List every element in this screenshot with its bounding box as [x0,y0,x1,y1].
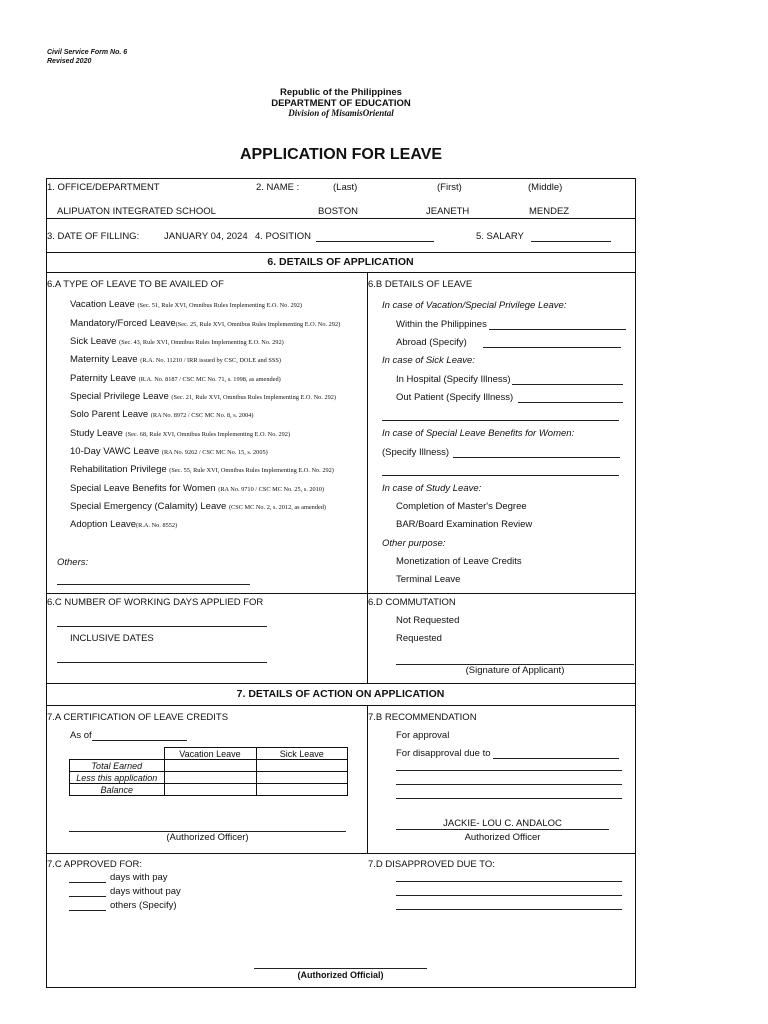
section-7d-title: 7.D DISAPPROVED DUE TO: [368,859,495,870]
column-divider [367,272,368,683]
inclusive-dates-field[interactable] [57,662,267,663]
date-field[interactable]: JANUARY 04, 2024 [164,231,248,242]
working-days-field[interactable] [57,626,267,627]
form-number: Civil Service Form No. 6 [47,49,128,56]
leave-option[interactable]: Special Leave Benefits for Women (RA No. 9710 / CSC MC No. 25, s. 2010) [70,483,325,494]
section-6b-title: 6.B DETAILS OF LEAVE [368,279,473,290]
total-earned-sick-cell[interactable] [256,760,348,772]
col-vacation-header: Vacation Leave [164,748,256,760]
leave-option[interactable]: Study Leave (Sec. 68, Rule XVI, Omnibus Rules Implementing E.O. No. 292) [70,428,291,439]
divider [46,705,635,706]
salary-field[interactable] [531,241,611,242]
for-disapproval-option[interactable]: For disapproval due to [396,748,491,759]
recommending-officer-name: JACKIE- LOU C. ANDALOC [443,818,562,829]
row-label: Total Earned [70,760,165,772]
women-extra-field[interactable] [382,475,619,476]
leave-option[interactable]: Rehabilitation Privilege (Sec. 55, Rule XVI, Omnibus Rules Implementing E.O. No. 292) [70,464,334,475]
applicant-signature-label: (Signature of Applicant) [465,665,565,676]
salary-label: 5. SALARY [476,231,524,242]
disapproval-reason-line[interactable] [396,770,622,771]
section-7-title: 7. DETAILS OF ACTION ON APPLICATION [236,688,445,700]
section-7b-title: 7.B RECOMMENDATION [368,712,477,723]
others-field[interactable] [57,584,250,585]
blank-cell [70,748,165,760]
women-illness-field[interactable] [453,457,620,458]
middle-name-label: (Middle) [528,182,563,193]
study-heading: In case of Study Leave: [382,483,482,494]
col-sick-header: Sick Leave [256,748,348,760]
leave-option[interactable]: Paternity Leave (R.A. No. 8187 / CSC MC No. 71, s. 1998, as amended) [70,373,281,384]
women-heading: In case of Special Leave Benefits for Women: [382,428,575,439]
middle-name-field[interactable]: MENDEZ [529,206,570,217]
disapproved-reason-line[interactable] [396,881,622,882]
masters-degree-option[interactable]: Completion of Master's Degree [396,501,527,512]
leave-option[interactable]: Solo Parent Leave (RA No. 8972 / CSC MC No. 8, s. 2004) [70,409,254,420]
divider [46,218,635,219]
leave-option[interactable]: 10-Day VAWC Leave (RA No. 9262 / CSC MC No. 15, s. 2005) [70,446,268,457]
out-patient-field[interactable] [518,402,623,403]
first-name-label: (First) [437,182,462,193]
as-of-field[interactable] [92,740,187,741]
name-label: 2. NAME : [256,182,300,193]
within-philippines-field[interactable] [489,329,626,330]
section-7c-title: 7.C APPROVED FOR: [47,859,143,870]
others-label: Others: [57,557,89,568]
others-specify-field[interactable] [69,910,106,911]
others-specify-label: others (Specify) [110,900,177,911]
divider [46,683,635,684]
department-heading: DEPARTMENT OF EDUCATION [271,98,411,109]
abroad-option[interactable]: Abroad (Specify) [396,337,467,348]
form-revision: Revised 2020 [47,58,92,65]
days-without-pay-field[interactable] [69,896,106,897]
inclusive-dates-label: INCLUSIVE DATES [70,633,154,644]
vacation-heading: In case of Vacation/Special Privilege Leave: [382,300,567,311]
in-hospital-option[interactable]: In Hospital (Specify Illness) [396,374,511,385]
divider [46,593,635,594]
leave-credits-table [69,747,348,796]
leave-option[interactable]: Special Privilege Leave (Sec. 21, Rule XVI, Omnibus Rules Implementing E.O. No. 292) [70,391,336,402]
leave-option[interactable]: Sick Leave (Sec. 43, Rule XVI, Omnibus Rules Implementing E.O. No. 292) [70,336,284,347]
disapproval-reason-line[interactable] [396,784,622,785]
section-6c-title: 6.C NUMBER OF WORKING DAYS APPLIED FOR [47,597,264,608]
sick-heading: In case of Sick Leave: [382,355,475,366]
days-with-pay-field[interactable] [69,882,106,883]
for-approval-option[interactable]: For approval [396,730,450,741]
republic-heading: Republic of the Philippines [280,87,402,98]
authorized-official-signature-line[interactable] [254,968,427,969]
recommending-officer-line [396,829,609,830]
last-name-label: (Last) [333,182,358,193]
sick-extra-field[interactable] [382,420,619,421]
last-name-field[interactable]: BOSTON [318,206,358,217]
leave-option[interactable]: Vacation Leave (Sec. 51, Rule XVI, Omnibus Rules Implementing E.O. No. 292) [70,299,303,310]
less-sick-cell[interactable] [256,772,348,784]
form-title: APPLICATION FOR LEAVE [239,146,443,163]
divider [46,853,635,854]
section-6a-title: 6.A TYPE OF LEAVE TO BE AVAILED OF [47,279,224,290]
authorized-official-label: (Authorized Official) [297,970,384,980]
monetization-option[interactable]: Monetization of Leave Credits [396,556,522,567]
within-philippines-option[interactable]: Within the Philippines [396,319,487,330]
terminal-leave-option[interactable]: Terminal Leave [396,574,461,585]
date-label: 3. DATE OF FILLING: [47,231,140,242]
divider [46,272,635,273]
abroad-field[interactable] [483,347,621,348]
section-6-title: 6. DETAILS OF APPLICATION [267,256,414,268]
women-illness-label: (Specify Illness) [382,447,450,458]
disapproved-reason-line[interactable] [396,895,622,896]
days-without-pay-label: days without pay [110,886,181,897]
column-divider [367,705,368,853]
first-name-field[interactable]: JEANETH [426,206,470,217]
in-hospital-field[interactable] [512,384,623,385]
section-6d-title: 6.D COMMUTATION [368,597,456,608]
position-field[interactable] [316,241,434,242]
position-label: 4. POSITION [255,231,311,242]
recommending-officer-title: Authorized Officer [464,832,541,843]
balance-sick-cell[interactable] [256,784,348,796]
other-purpose-heading: Other purpose: [382,538,446,549]
leave-option[interactable]: Special Emergency (Calamity) Leave (CSC MC No. 2, s. 2012, as amended) [70,501,327,512]
as-of-label: As of [70,730,92,741]
disapproved-reason-line[interactable] [396,909,622,910]
leave-option[interactable]: Maternity Leave (R.A. No. 11210 / IRR issued by CSC, DOLE and SSS) [70,354,281,365]
bar-review-option[interactable]: BAR/Board Examination Review [396,519,533,530]
less-vacation-cell[interactable] [164,772,256,784]
total-earned-vacation-cell[interactable] [164,760,256,772]
office-field[interactable]: ALIPUATON INTEGRATED SCHOOL [57,206,216,217]
leave-option[interactable]: Adoption Leave(R.A. No. 8552) [70,519,178,530]
row-label: Less this application [70,772,165,784]
office-label: 1. OFFICE/DEPARTMENT [47,182,160,193]
disapproval-reason-line[interactable] [396,798,622,799]
balance-vacation-cell[interactable] [164,784,256,796]
not-requested-option[interactable]: Not Requested [396,615,460,626]
out-patient-option[interactable]: Out Patient (Specify Illness) [396,392,514,403]
division-heading: Division of MisamisOriental [288,108,394,118]
leave-option[interactable]: Mandatory/Forced Leave(Sec. 25, Rule XVI, Omnibus Rules Implementing E.O. No. 292) [70,318,341,329]
days-with-pay-label: days with pay [110,872,168,883]
row-label: Balance [70,784,165,796]
section-7a-title: 7.A CERTIFICATION OF LEAVE CREDITS [47,712,229,723]
authorized-officer-label: (Authorized Officer) [166,832,249,843]
requested-option[interactable]: Requested [396,633,442,644]
disapproval-reason-field[interactable] [493,758,619,759]
divider [46,252,635,253]
